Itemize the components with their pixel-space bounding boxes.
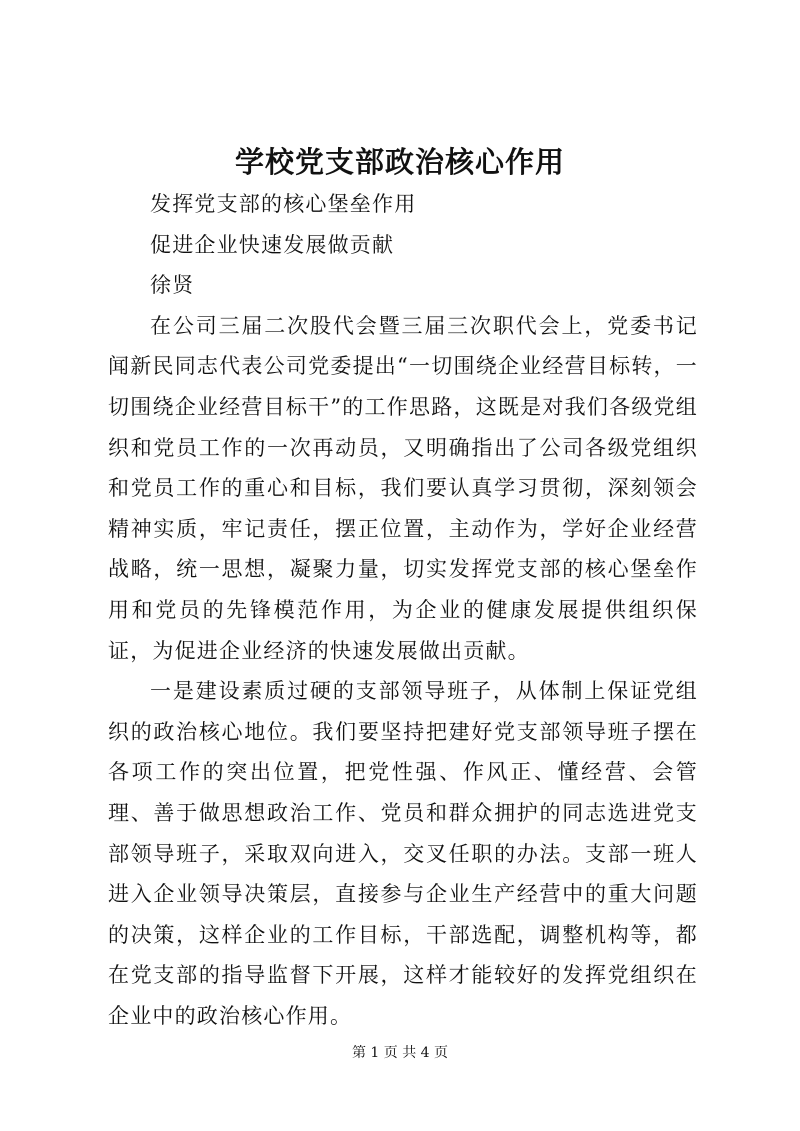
document-body [108,184,698,1036]
document-title: 学校党支部政治核心作用 [234,145,565,179]
subtitle-line-2: 促进企业快速发展做贡献 [150,232,395,257]
body-paragraph: 一是建设素质过硬的支部领导班子，从体制上保证党组织的政治核心地位。我们要坚持把建好党支部领导班子摆在各项工作的突出位置，把党性强、作风正、懂经营、会管理、善于做思想政治工作、党员和群众拥护的同志选进党支部领导班子，采取双向进入，交叉任职的办法。支部一班人进入企业领导决策层，直接参与企业生产经营中的重大问题的决策，这样企业的工作目标，干部选配，调整机构等，都在党支部的指导监督下开展，这样才能较好的发挥党组织在企业中的政治核心作用。 [108,679,698,1028]
subtitle-line-1: 发挥党支部的核心堡垒作用 [150,192,417,216]
page-footer: 第 1 页 共 4 页 [351,1045,449,1061]
body-paragraph: 在公司三届二次股代会暨三届三次职代会上，党委书记闻新民同志代表公司党委提出“一切围绕企业经营目标转，一切围绕企业经营目标干”的工作思路，这既是对我们各级党组织和党员工作的一次再动员，又明确指出了公司各级党组织和党员工作的重心和目标，我们要认真学习贯彻，深刻领会精神实质，牢记责任，摆正位置，主动作为，学好企业经营战略，统一思想，凝聚力量，切实发挥党支部的核心堡垒作用和党员的先锋模范作用，为企业的健康发展提供组织保证，为促进企业经济的快速发展做出贡献。 [108,313,698,663]
author-name: 徐贤 [150,273,195,298]
